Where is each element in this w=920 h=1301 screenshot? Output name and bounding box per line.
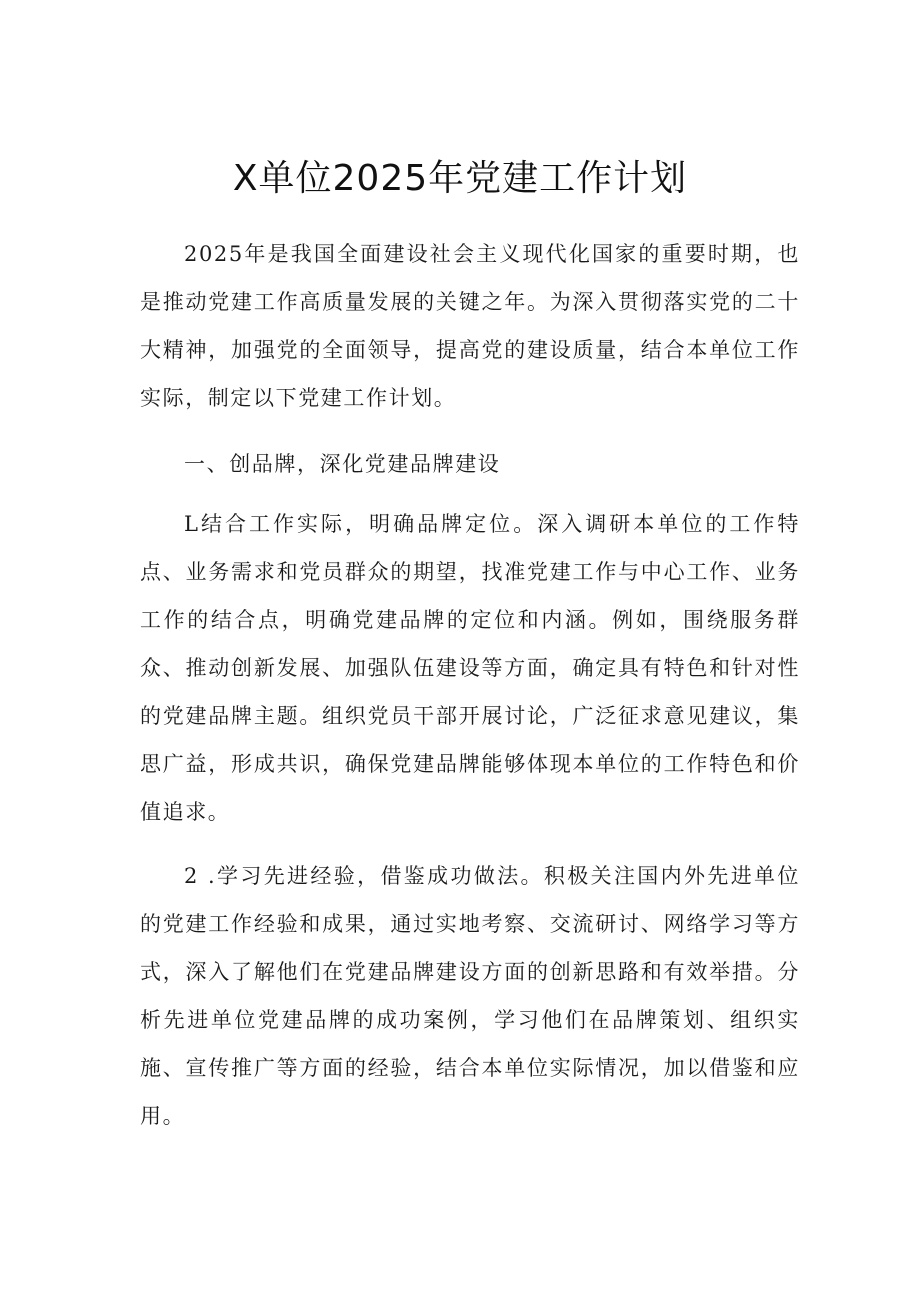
intro-paragraph: 2025年是我国全面建设社会主义现代化国家的重要时期，也是推动党建工作高质量发展的关键之年。为深入贯彻落实党的二十大精神，加强党的全面领导，提高党的建设质量，结合本单位工作实际，制定以下党建工作计划。 — [140, 242, 800, 410]
section-heading: 一、创品牌，深化党建品牌建设 — [184, 452, 501, 476]
document-title: X单位2025年党建工作计划 — [232, 158, 688, 199]
item-paragraph-1: L结合工作实际，明确品牌定位。深入调研本单位的工作特点、业务需求和党员群众的期望，找准党建工作与中心工作、业务工作的结合点，明确党建品牌的定位和内涵。例如，围绕服务群众、推动创新发展、加强队伍建设等方面，确定具有特色和针对性的党建品牌主题。组织党员干部开展讨论，广泛征求意见建议，集思广益，形成共识，确保党建品牌能够体现本单位的工作特色和价值追求。 — [140, 512, 800, 824]
item-paragraph-2: 2 .学习先进经验，借鉴成功做法。积极关注国内外先进单位的党建工作经验和成果，通过实地考察、交流研讨、网络学习等方式，深入了解他们在党建品牌建设方面的创新思路和有效举措。分析先进单位党建品牌的成功案例，学习他们在品牌策划、组织实施、宣传推广等方面的经验，结合本单位实际情况，加以借鉴和应用。 — [140, 864, 800, 1128]
